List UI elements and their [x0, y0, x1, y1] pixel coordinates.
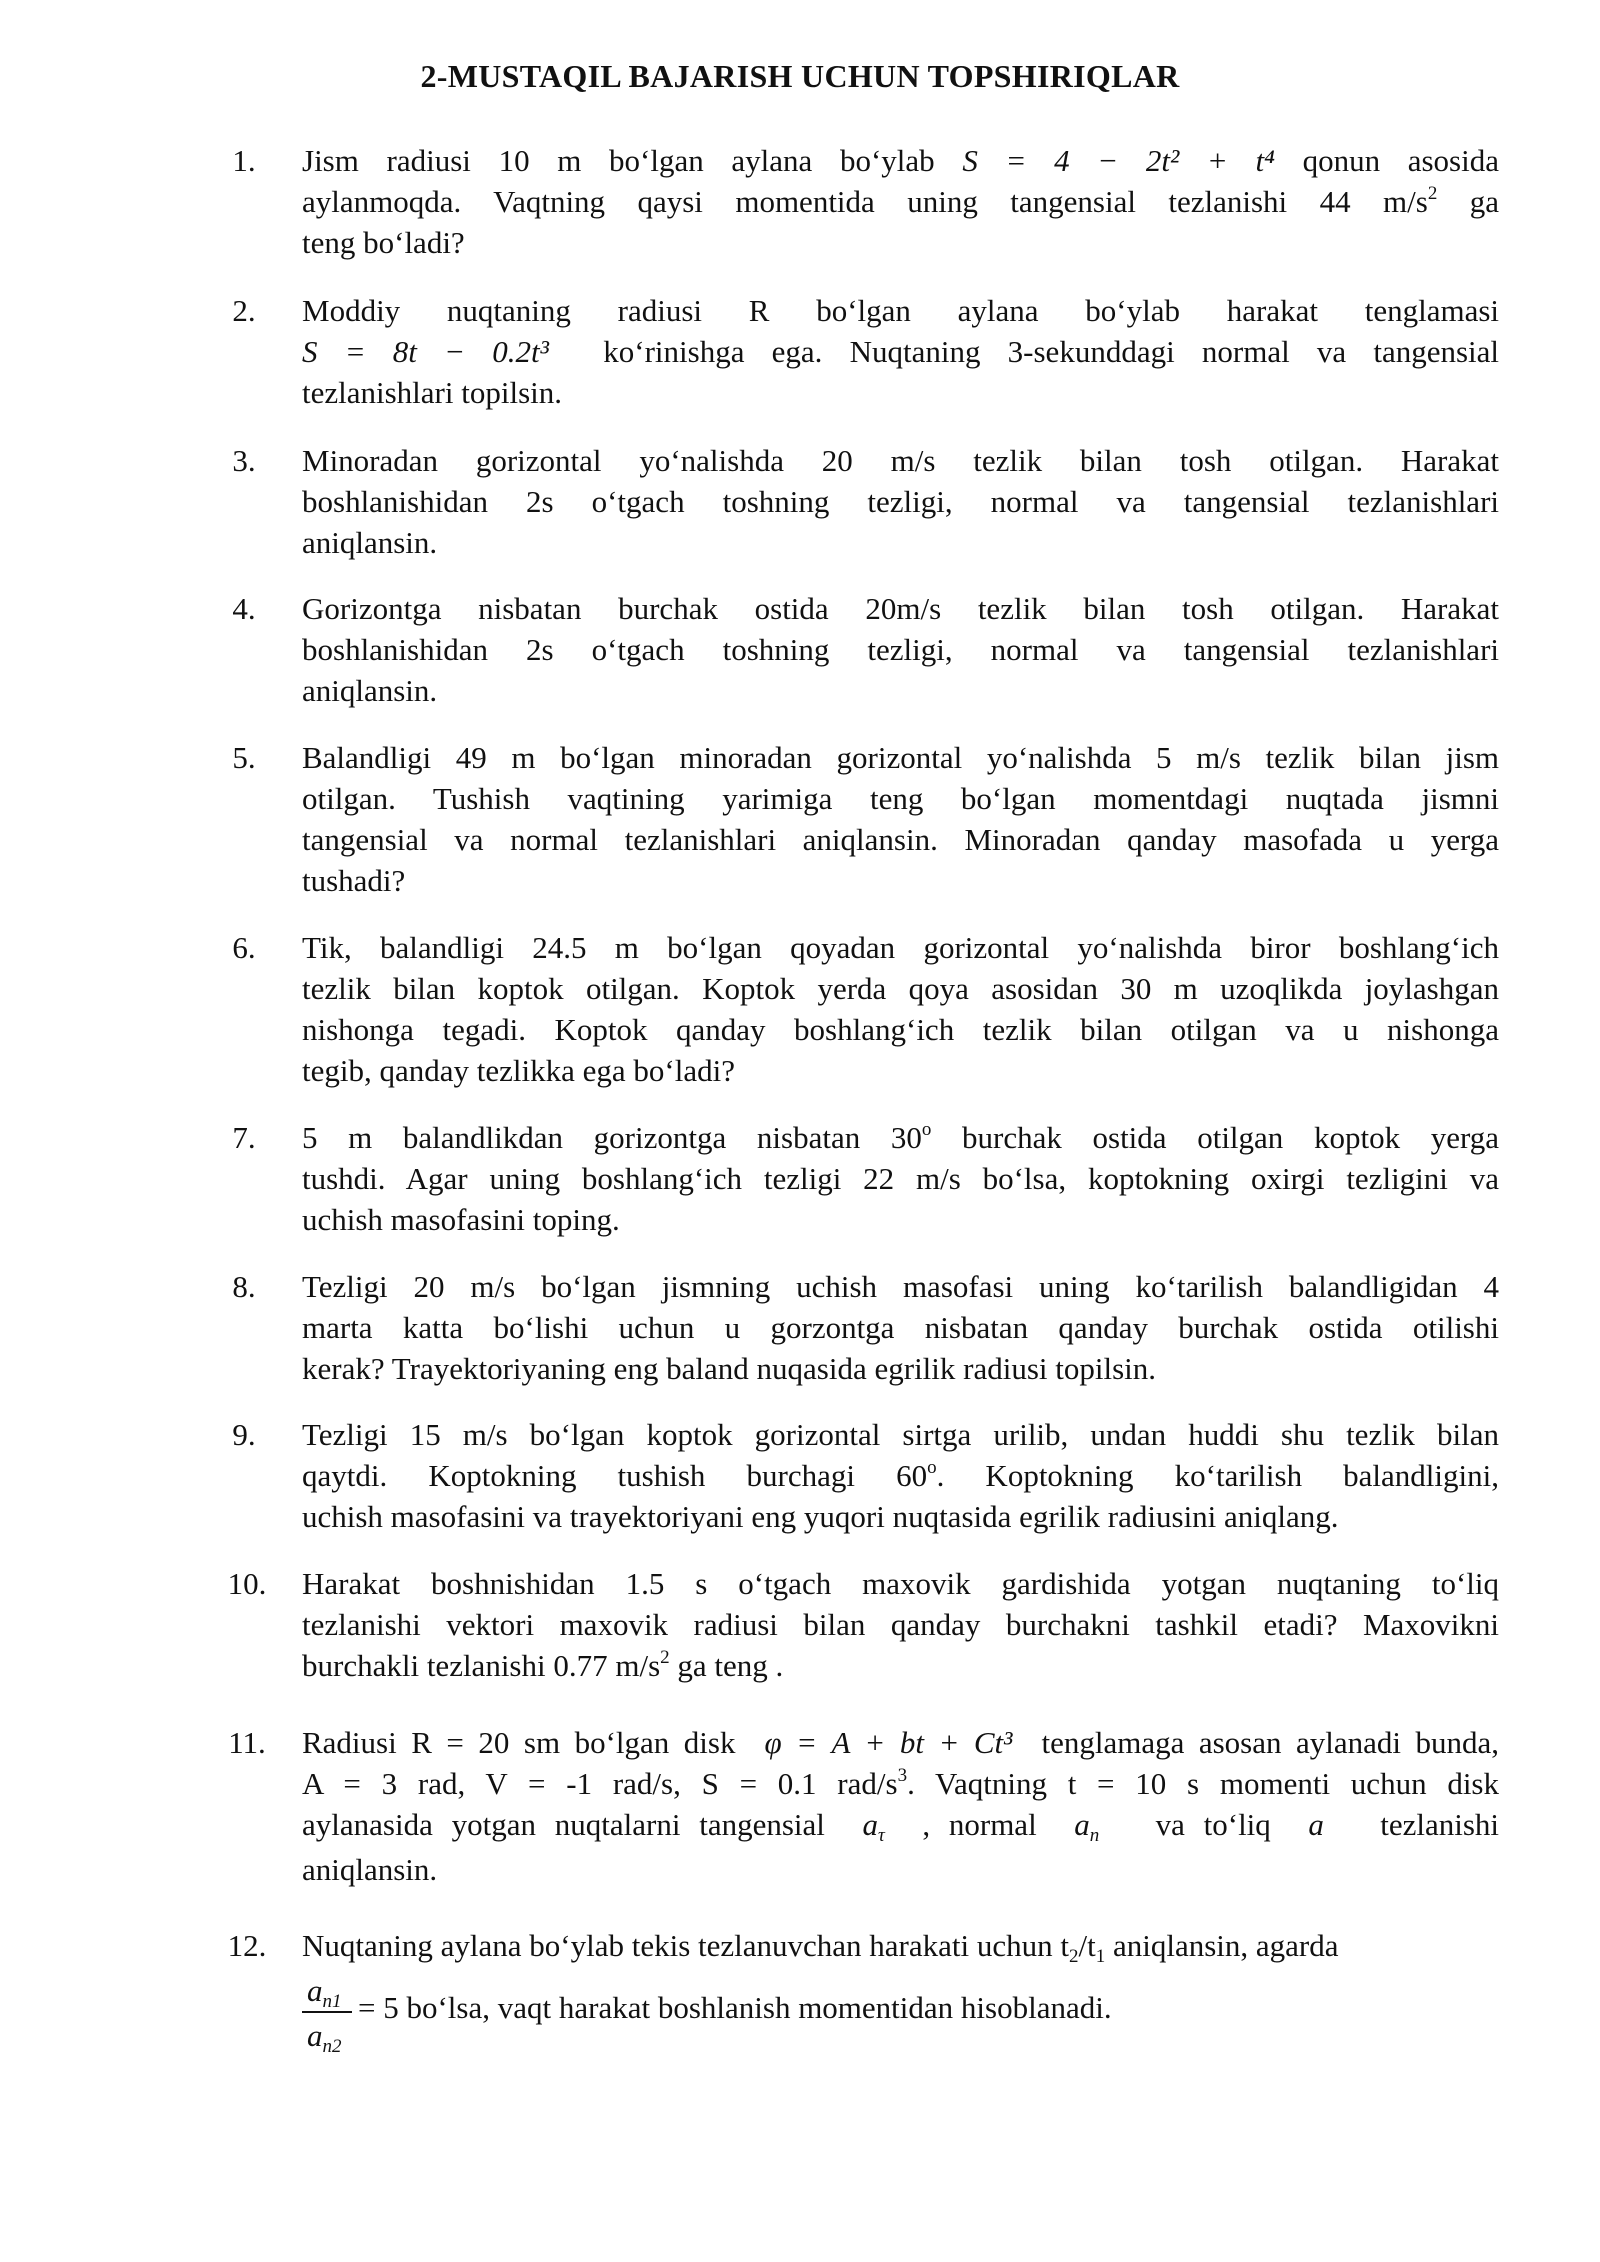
task-line: tezlanishi vektori maxovik radiusi bilan qanday burchakni tashkil etadi? Maxovikni: [302, 1607, 1499, 1642]
task-number: 7.: [232, 1120, 256, 1155]
task-number: 3.: [232, 443, 256, 478]
task-line: aniqlansin.: [302, 525, 438, 560]
formula: S = 8t − 0.2t³: [302, 334, 549, 369]
task-number: 10.: [227, 1566, 267, 1601]
task-line: Moddiy nuqtaning radiusi R bo‘lgan aylana bo‘ylab harakat tenglamasi: [302, 293, 1499, 328]
task-line: aniqlansin.: [302, 673, 438, 708]
task-number: 1.: [232, 143, 256, 178]
task-line: boshlanishidan 2s o‘tgach toshning tezligi, normal va tangensial tezlanishlari: [302, 632, 1499, 667]
task-line: uchish masofasini toping.: [302, 1202, 620, 1237]
task-line: tezlanishlari topilsin.: [302, 375, 563, 410]
task-line: $\frac{a_{n1}}{a_{n2}}$ = 5 bo‘lsa, vaqt harakat boshlanish momentidan hisoblanadi.: [302, 1970, 1499, 2052]
task-line: qaytdi. Koptokning tushish burchagi 60$^o$. Koptokning ko‘tarilish balandligini,: [302, 1457, 1500, 1493]
fraction-formula: $\frac{a_{n1}}{a_{n2}}$: [302, 1970, 352, 2052]
task-line: Balandligi 49 m bo‘lgan minoradan gorizontal yo‘nalishda 5 m/s tezlik bilan jism: [302, 740, 1499, 775]
task-line: Minoradan gorizontal yo‘nalishda 20 m/s tezlik bilan tosh otilgan. Harakat: [302, 443, 1499, 478]
task-number: 12.: [227, 1928, 267, 1963]
task-number: 9.: [232, 1417, 256, 1452]
task-line: aylanasida yotgan nuqtalarni tangensial $a_\tau$ , normal $a_n$ va to‘liq a tezlanishi: [302, 1807, 1499, 1846]
task-line: tezlik bilan koptok otilgan. Koptok yerda qoya asosidan 30 m uzoqlikda joylashgan: [302, 971, 1499, 1006]
task-number: 11.: [228, 1725, 266, 1760]
task-line: teng bo‘ladi?: [302, 225, 465, 260]
task-number: 5.: [232, 740, 256, 775]
task-line: Tik, balandligi 24.5 m bo‘lgan qoyadan gorizontal yo‘nalishda biror boshlang‘ich: [302, 930, 1499, 965]
formula: S = 4 − 2t² + t⁴: [962, 143, 1275, 178]
task-line: Radiusi R = 20 sm bo‘lgan disk φ = A + bt + Ct³ tenglamaga asosan aylanadi bunda,: [302, 1725, 1500, 1760]
task-line: tangensial va normal tezlanishlari aniqlansin. Minoradan qanday masofada u yerga: [302, 822, 1499, 857]
task-line: Nuqtaning aylana bo‘ylab tekis tezlanuvchan harakati uchun $t_2/t_1$ aniqlansin, agarda: [302, 1928, 1339, 1967]
task-line: kerak? Trayektoriyaning eng baland nuqasida egrilik radiusi topilsin.: [302, 1351, 1157, 1386]
task-line: Gorizontga nisbatan burchak ostida 20m/s tezlik bilan tosh otilgan. Harakat: [302, 591, 1499, 626]
task-number: 4.: [232, 591, 256, 626]
task-line: Harakat boshnishidan 1.5 s o‘tgach maxovik gardishida yotgan nuqtaning to‘liq: [302, 1566, 1499, 1601]
task-line: marta katta bo‘lishi uchun u gorzontga nisbatan qanday burchak ostida otilishi: [302, 1310, 1499, 1345]
task-line: Jism radiusi 10 m bo‘lgan aylana bo‘ylab S = 4 − 2t² + t⁴ qonun asosida: [302, 143, 1499, 178]
task-line: boshlanishidan 2s o‘tgach toshning tezligi, normal va tangensial tezlanishlari: [302, 484, 1499, 519]
formula: φ = A + bt + Ct³: [764, 1725, 1013, 1760]
task-line: 5 m balandlikdan gorizontga nisbatan 30$^o$ burchak ostida otilgan koptok yerga: [302, 1119, 1499, 1155]
task-line: burchakli tezlanishi 0.77 $m/s^2$ ga teng .: [302, 1647, 784, 1683]
task-number: 2.: [232, 293, 256, 328]
task-line: Tezligi 20 m/s bo‘lgan jismning uchish masofasi uning ko‘tarilish balandligidan 4: [302, 1269, 1499, 1304]
task-line: tegib, qanday tezlikka ega bo‘ladi?: [302, 1053, 735, 1088]
task-line: tushadi?: [302, 863, 406, 898]
page-title: 2-MUSTAQIL BAJARISH UCHUN TOPSHIRIQLAR: [420, 58, 1180, 94]
task-line: Tezligi 15 m/s bo‘lgan koptok gorizontal sirtga urilib, undan huddi shu tezlik bilan: [302, 1417, 1499, 1452]
task-line: tushdi. Agar uning boshlang‘ich tezligi 22 m/s bo‘lsa, koptokning oxirgi tezligini va: [302, 1161, 1499, 1196]
task-number: 8.: [232, 1269, 256, 1304]
task-number: 6.: [232, 930, 256, 965]
task-line: A = 3 rad, V = -1 rad/s, S = 0.1 rad/$s^3$. Vaqtning t = 10 s momenti uchun disk: [302, 1765, 1499, 1801]
task-line: aylanmoqda. Vaqtning qaysi momentida uning tangensial tezlanishi 44 $m/s^2$ ga: [302, 183, 1500, 219]
task-line: S = 8t − 0.2t³ ko‘rinishga ega. Nuqtaning 3-sekunddagi normal va tangensial: [302, 334, 1500, 369]
task-line: otilgan. Tushish vaqtining yarimiga teng bo‘lgan momentdagi nuqtada jismni: [302, 781, 1499, 816]
task-line: uchish masofasini va trayektoriyani eng yuqori nuqtasida egrilik radiusini aniqlang.: [302, 1499, 1339, 1534]
task-line: aniqlansin.: [302, 1852, 438, 1887]
task-line: nishonga tegadi. Koptok qanday boshlang‘ich tezlik bilan otilgan va u nishonga: [302, 1012, 1499, 1047]
